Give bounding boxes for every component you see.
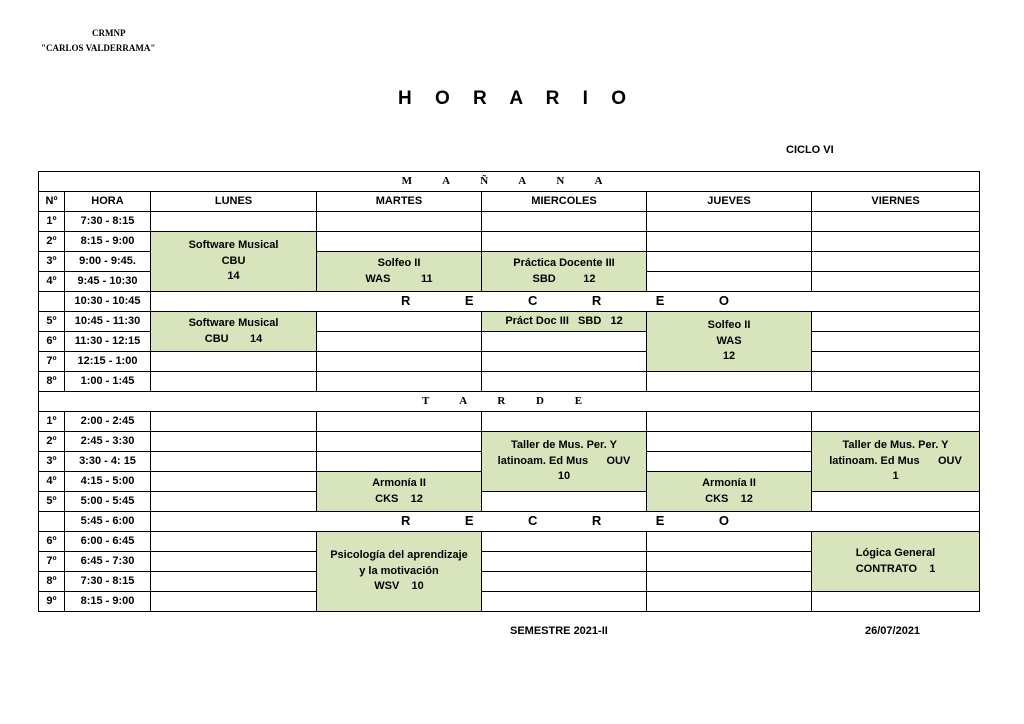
empty-cell bbox=[317, 312, 482, 332]
recess-letter: R bbox=[591, 293, 602, 309]
class-block-miercoles-practica-docente bbox=[482, 252, 647, 292]
class-name-cont: latinoam. Ed Mus OUV bbox=[829, 454, 962, 467]
empty-cell bbox=[812, 592, 980, 612]
section-title-afternoon: T A R D E bbox=[39, 392, 980, 412]
page-title: H O R A R I O bbox=[398, 88, 635, 109]
class-name: Lógica General bbox=[855, 546, 936, 559]
period-time: 8:15 - 9:00 bbox=[65, 232, 151, 252]
table-row bbox=[39, 212, 980, 232]
table-row bbox=[39, 232, 980, 252]
col-header-jueves: JUEVES bbox=[647, 192, 812, 212]
empty-cell bbox=[647, 572, 812, 592]
period-number: 1º bbox=[39, 212, 65, 232]
empty-cell bbox=[482, 372, 647, 392]
class-code: WAS 11 bbox=[365, 272, 433, 285]
section-row-afternoon bbox=[39, 392, 980, 412]
period-time: 12:15 - 1:00 bbox=[65, 352, 151, 372]
period-time: 8:15 - 9:00 bbox=[65, 592, 151, 612]
empty-cell bbox=[812, 272, 980, 292]
empty-cell bbox=[151, 452, 317, 472]
empty-cell bbox=[317, 412, 482, 432]
period-number: 2º bbox=[39, 232, 65, 252]
period-time: 9:45 - 10:30 bbox=[65, 272, 151, 292]
table-row bbox=[39, 312, 980, 332]
empty-cell bbox=[151, 412, 317, 432]
class-room: 12 bbox=[722, 350, 736, 363]
table-row bbox=[39, 372, 980, 392]
period-number: 6º bbox=[39, 532, 65, 552]
period-number: 7º bbox=[39, 552, 65, 572]
period-number: 4º bbox=[39, 472, 65, 492]
class-name-cont: y la motivación bbox=[359, 564, 439, 577]
class-code: CKS 12 bbox=[705, 492, 753, 505]
class-block-miercoles-pract-doc bbox=[482, 312, 647, 332]
class-block-martes-psicologia bbox=[317, 532, 482, 612]
period-number: 8º bbox=[39, 372, 65, 392]
empty-cell bbox=[482, 492, 647, 512]
period-time: 7:30 - 8:15 bbox=[65, 572, 151, 592]
empty-cell bbox=[151, 432, 317, 452]
section-row-morning bbox=[39, 172, 980, 192]
institution-name: "CARLOS VALDERRAMA" bbox=[41, 43, 156, 53]
table-row bbox=[39, 352, 980, 372]
class-name: Psicología del aprendizaje bbox=[330, 548, 468, 561]
class-code: CBU bbox=[221, 254, 246, 267]
period-number: 9º bbox=[39, 592, 65, 612]
col-header-miercoles: MIERCOLES bbox=[482, 192, 647, 212]
period-time: 2:00 - 2:45 bbox=[65, 412, 151, 432]
recess-row-afternoon bbox=[39, 512, 980, 532]
empty-cell bbox=[151, 552, 317, 572]
period-number: 4º bbox=[39, 272, 65, 292]
empty-cell bbox=[812, 212, 980, 232]
empty-cell bbox=[317, 212, 482, 232]
empty-cell bbox=[482, 412, 647, 432]
period-number: 6º bbox=[39, 332, 65, 352]
recess-banner bbox=[151, 292, 980, 312]
recess-banner bbox=[151, 512, 980, 532]
empty-cell bbox=[647, 432, 812, 452]
empty-cell bbox=[482, 552, 647, 572]
class-block-viernes-taller bbox=[812, 432, 980, 492]
class-name: Práct Doc III SBD 12 bbox=[505, 314, 623, 327]
period-number: 5º bbox=[39, 312, 65, 332]
empty-cell bbox=[812, 252, 980, 272]
empty-cell bbox=[482, 332, 647, 352]
empty-cell bbox=[647, 592, 812, 612]
class-block-martes-armonia bbox=[317, 472, 482, 512]
recess-letter: R bbox=[401, 513, 411, 529]
period-time: 4:15 - 5:00 bbox=[65, 472, 151, 492]
period-time: 6:00 - 6:45 bbox=[65, 532, 151, 552]
period-time: 11:30 - 12:15 bbox=[65, 332, 151, 352]
empty-cell bbox=[647, 452, 812, 472]
empty-cell bbox=[317, 332, 482, 352]
col-header-hora: HORA bbox=[65, 192, 151, 212]
col-header-number: Nº bbox=[39, 192, 65, 212]
recess-letter: E bbox=[655, 293, 665, 309]
table-row bbox=[39, 412, 980, 432]
recess-letter: R bbox=[591, 513, 602, 529]
empty-cell bbox=[647, 232, 812, 252]
table-row bbox=[39, 532, 980, 552]
period-time: 5:45 - 6:00 bbox=[65, 512, 151, 532]
class-name: Taller de Mus. Per. Y bbox=[511, 438, 617, 451]
period-number bbox=[39, 292, 65, 312]
period-time: 6:45 - 7:30 bbox=[65, 552, 151, 572]
empty-cell bbox=[151, 572, 317, 592]
class-name: Software Musical bbox=[188, 238, 279, 251]
empty-cell bbox=[647, 272, 812, 292]
empty-cell bbox=[317, 232, 482, 252]
empty-cell bbox=[151, 532, 317, 552]
empty-cell bbox=[317, 372, 482, 392]
class-name: Práctica Docente III bbox=[513, 256, 615, 269]
empty-cell bbox=[647, 372, 812, 392]
empty-cell bbox=[151, 212, 317, 232]
table-row bbox=[39, 492, 980, 512]
class-block-lunes-software-musical-2 bbox=[151, 312, 317, 352]
recess-letter: E bbox=[464, 513, 474, 529]
period-number: 7º bbox=[39, 352, 65, 372]
class-code: CBU 14 bbox=[204, 332, 263, 345]
empty-cell bbox=[151, 492, 317, 512]
period-time: 10:30 - 10:45 bbox=[65, 292, 151, 312]
class-room: 10 bbox=[557, 470, 571, 483]
col-header-lunes: LUNES bbox=[151, 192, 317, 212]
class-block-martes-solfeo bbox=[317, 252, 482, 292]
empty-cell bbox=[812, 372, 980, 392]
class-name: Software Musical bbox=[188, 316, 279, 329]
class-code: CKS 12 bbox=[375, 492, 423, 505]
empty-cell bbox=[812, 352, 980, 372]
class-room: 14 bbox=[227, 270, 240, 283]
recess-letter: R bbox=[401, 293, 411, 309]
class-name: Solfeo II bbox=[377, 256, 421, 269]
class-block-miercoles-taller bbox=[482, 432, 647, 492]
empty-cell bbox=[482, 212, 647, 232]
class-code: WSV 10 bbox=[374, 580, 424, 593]
period-time: 10:45 - 11:30 bbox=[65, 312, 151, 332]
period-time: 3:30 - 4: 15 bbox=[65, 452, 151, 472]
recess-letter: E bbox=[464, 293, 474, 309]
class-room: 1 bbox=[892, 470, 899, 483]
class-code: SBD 12 bbox=[532, 272, 596, 285]
period-time: 2:45 - 3:30 bbox=[65, 432, 151, 452]
empty-cell bbox=[151, 592, 317, 612]
recess-letter: C bbox=[528, 513, 538, 529]
class-name: Taller de Mus. Per. Y bbox=[842, 438, 949, 451]
empty-cell bbox=[317, 432, 482, 452]
period-time: 9:00 - 9:45. bbox=[65, 252, 151, 272]
empty-cell bbox=[482, 232, 647, 252]
institution-acronym: CRMNP bbox=[92, 28, 126, 38]
recess-letter: E bbox=[655, 513, 665, 529]
recess-letter: C bbox=[528, 293, 538, 309]
empty-cell bbox=[812, 232, 980, 252]
class-code: CONTRATO 1 bbox=[855, 562, 936, 575]
empty-cell bbox=[317, 452, 482, 472]
period-number: 1º bbox=[39, 412, 65, 432]
column-header-row bbox=[39, 192, 980, 212]
period-number: 2º bbox=[39, 432, 65, 452]
empty-cell bbox=[482, 532, 647, 552]
semester-label: SEMESTRE 2021-II bbox=[510, 625, 608, 637]
recess-row-morning bbox=[39, 292, 980, 312]
recess-letter: O bbox=[718, 293, 729, 309]
empty-cell bbox=[647, 252, 812, 272]
empty-cell bbox=[647, 212, 812, 232]
period-time: 1:00 - 1:45 bbox=[65, 372, 151, 392]
empty-cell bbox=[317, 352, 482, 372]
empty-cell bbox=[812, 492, 980, 512]
class-name: Armonía II bbox=[372, 476, 426, 489]
empty-cell bbox=[812, 312, 980, 332]
empty-cell bbox=[647, 532, 812, 552]
class-code: WAS bbox=[716, 334, 742, 347]
empty-cell bbox=[151, 472, 317, 492]
period-number: 5º bbox=[39, 492, 65, 512]
period-number: 3º bbox=[39, 452, 65, 472]
class-name: Armonía II bbox=[702, 476, 756, 489]
empty-cell bbox=[647, 412, 812, 432]
empty-cell bbox=[482, 352, 647, 372]
class-block-jueves-armonia bbox=[647, 472, 812, 512]
empty-cell bbox=[151, 372, 317, 392]
table-row bbox=[39, 592, 980, 612]
class-block-jueves-solfeo bbox=[647, 312, 812, 372]
recess-letter: O bbox=[718, 513, 729, 529]
empty-cell bbox=[812, 412, 980, 432]
empty-cell bbox=[151, 352, 317, 372]
section-title-morning: M A Ñ A N A bbox=[39, 172, 980, 192]
empty-cell bbox=[812, 332, 980, 352]
class-block-viernes-logica bbox=[812, 532, 980, 592]
col-header-martes: MARTES bbox=[317, 192, 482, 212]
table-row bbox=[39, 432, 980, 452]
period-number: 3º bbox=[39, 252, 65, 272]
empty-cell bbox=[482, 572, 647, 592]
cycle-label: CICLO VI bbox=[786, 144, 834, 156]
class-name: Solfeo II bbox=[707, 318, 751, 331]
empty-cell bbox=[482, 592, 647, 612]
col-header-viernes: VIERNES bbox=[812, 192, 980, 212]
period-number: 8º bbox=[39, 572, 65, 592]
period-time: 7:30 - 8:15 bbox=[65, 212, 151, 232]
date-label: 26/07/2021 bbox=[865, 625, 921, 637]
empty-cell bbox=[647, 552, 812, 572]
period-number bbox=[39, 512, 65, 532]
class-block-lunes-software-musical bbox=[151, 232, 317, 292]
period-time: 5:00 - 5:45 bbox=[65, 492, 151, 512]
schedule-table bbox=[38, 171, 980, 612]
class-name-cont: latinoam. Ed Mus OUV bbox=[497, 454, 631, 467]
